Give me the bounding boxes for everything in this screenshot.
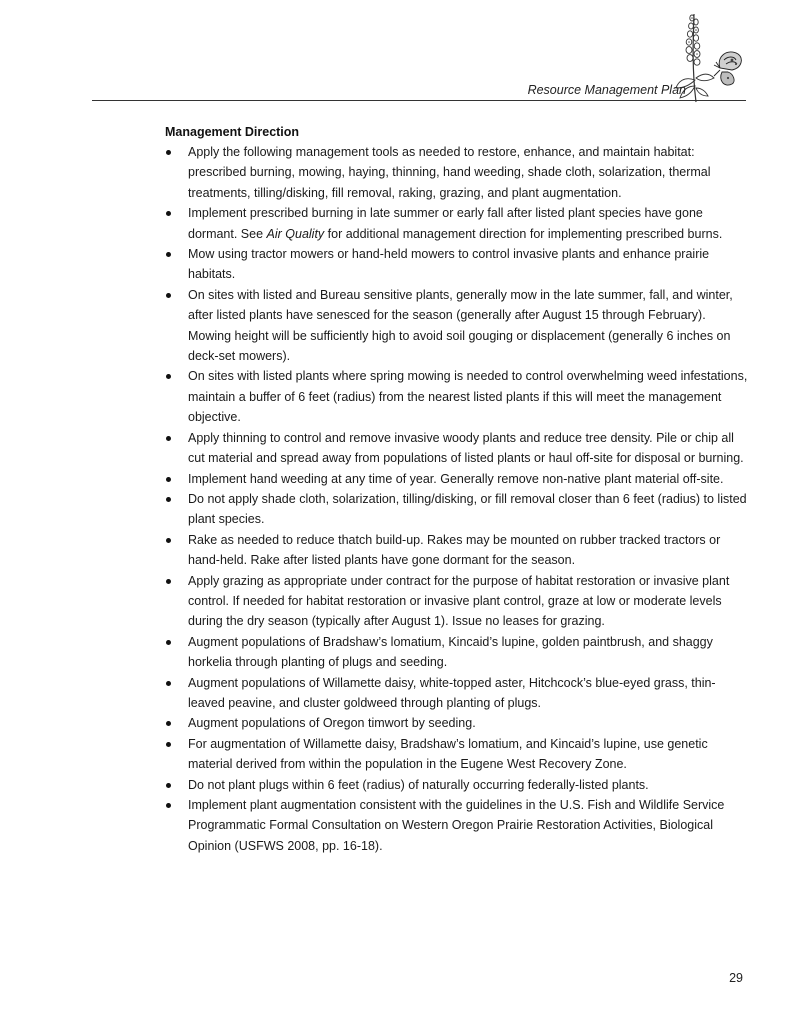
list-item bbox=[165, 795, 750, 856]
list-item-text: Rake as needed to reduce thatch build-up. Rakes may be mounted on rubber tracked tractors or hand-held. Rake after listed plants have gone dormant for the season. bbox=[188, 532, 721, 568]
list-item-text: for additional management direction for implementing prescribed burns. bbox=[324, 226, 723, 241]
list-item-text: Implement plant augmentation consistent with the guidelines in the U.S. Fish and Wildlife Service Programmatic Formal Consultation on Western Oregon Prairie Restoration Activities, Biological Opinion (USFWS 2008, pp. 16-18). bbox=[188, 798, 725, 853]
list-item-text: Apply the following management tools as needed to restore, enhance, and maintain habitat: prescribed burning, mowing, haying, thinning, hand weeding, shade cloth, solarization, thermal treatments, tilling/disking, fill removal, raking, grazing, and plant augmentation. bbox=[188, 145, 711, 200]
bullet-icon bbox=[166, 374, 171, 379]
list-item-text: Augment populations of Oregon timwort by seeding. bbox=[188, 716, 476, 731]
list-item bbox=[165, 571, 750, 632]
bullet-icon bbox=[166, 803, 171, 808]
list-item bbox=[165, 775, 750, 795]
main-content bbox=[165, 123, 750, 856]
list-item bbox=[165, 489, 750, 530]
section-heading: Management Direction bbox=[165, 125, 300, 139]
bullet-icon bbox=[166, 252, 171, 257]
bullet-icon bbox=[166, 436, 171, 441]
list-item bbox=[165, 244, 750, 285]
list-item-text: Do not plant plugs within 6 feet (radius) of naturally occurring federally-listed plants. bbox=[188, 777, 649, 792]
bullet-icon bbox=[166, 681, 171, 686]
list-item bbox=[165, 713, 750, 733]
header-divider bbox=[92, 100, 746, 101]
bullet-icon bbox=[166, 538, 171, 543]
bullet-icon bbox=[166, 742, 171, 747]
list-item-text: Apply thinning to control and remove invasive woody plants and reduce tree density. Pile or chip all cut material and spread away from populations of listed plants or haul off-site for disposal or burning. bbox=[188, 430, 744, 466]
list-item bbox=[165, 142, 750, 203]
bullet-icon bbox=[166, 721, 171, 726]
list-item bbox=[165, 673, 750, 714]
bullet-icon bbox=[166, 211, 171, 216]
list-item bbox=[165, 428, 750, 469]
bullet-icon bbox=[166, 150, 171, 155]
list-item bbox=[165, 366, 750, 427]
list-item bbox=[165, 632, 750, 673]
list-item-text: Augment populations of Bradshaw’s lomatium, Kincaid’s lupine, golden paintbrush, and shaggy horkelia through planting of plugs and seeding. bbox=[188, 634, 713, 670]
list-item-text: Augment populations of Willamette daisy, white-topped aster, Hitchcock’s blue-eyed grass, thin-leaved peavine, and cluster goldweed through planting of plugs. bbox=[188, 675, 716, 710]
list-item-text: Implement hand weeding at any time of year. Generally remove non-native plant material off-site. bbox=[188, 471, 724, 486]
list-item bbox=[165, 285, 750, 367]
bullet-icon bbox=[166, 477, 171, 482]
list-item-text: Mow using tractor mowers or hand-held mowers to control invasive plants and enhance prairie habitats. bbox=[188, 247, 710, 282]
bullet-icon bbox=[166, 640, 171, 645]
list-item-text: For augmentation of Willamette daisy, Bradshaw’s lomatium, and Kincaid’s lupine, use genetic material derived from within the population in the Eugene West Recovery Zone. bbox=[188, 736, 708, 772]
list-item-text: Apply grazing as appropriate under contract for the purpose of habitat restoration or invasive plant control. If needed for habitat restoration or invasive plant control, graze at low or moderate levels during the dry season (typically after August 1). Issue no leases for grazing. bbox=[188, 573, 730, 629]
bullet-icon bbox=[166, 293, 171, 298]
list-item-text: On sites with listed plants where spring mowing is needed to control overwhelming weed infestations, maintain a buffer of 6 feet (radius) from the nearest listed plants if this will meet the management objective. bbox=[188, 369, 748, 425]
page-number: 29 bbox=[729, 971, 743, 985]
list-item bbox=[165, 734, 750, 775]
bullet-icon bbox=[166, 579, 171, 584]
list-item bbox=[165, 203, 750, 244]
bullet-icon bbox=[166, 783, 171, 788]
list-item bbox=[165, 469, 750, 489]
list-item bbox=[165, 530, 750, 571]
list-item-text: Do not apply shade cloth, solarization, tilling/disking, or fill removal closer than 6 feet (radius) to listed plant species. bbox=[188, 491, 747, 527]
management-direction-list bbox=[165, 142, 750, 856]
list-item-text: Implement prescribed burning in late summer or early fall after listed plant species have gone dormant. See bbox=[188, 206, 703, 241]
list-item-text: On sites with listed and Bureau sensitive plants, generally mow in the late summer, fall, and winter, after listed plants have senesced for the season (generally after August 15 through February). Mowing height will be sufficiently high to avoid soil gouging or displacement (generally 6 inches on deck-set mowers). bbox=[188, 287, 733, 364]
bullet-icon bbox=[166, 497, 171, 502]
header-title: Resource Management Plan bbox=[527, 83, 686, 97]
reference-italic: Air Quality bbox=[266, 226, 325, 241]
